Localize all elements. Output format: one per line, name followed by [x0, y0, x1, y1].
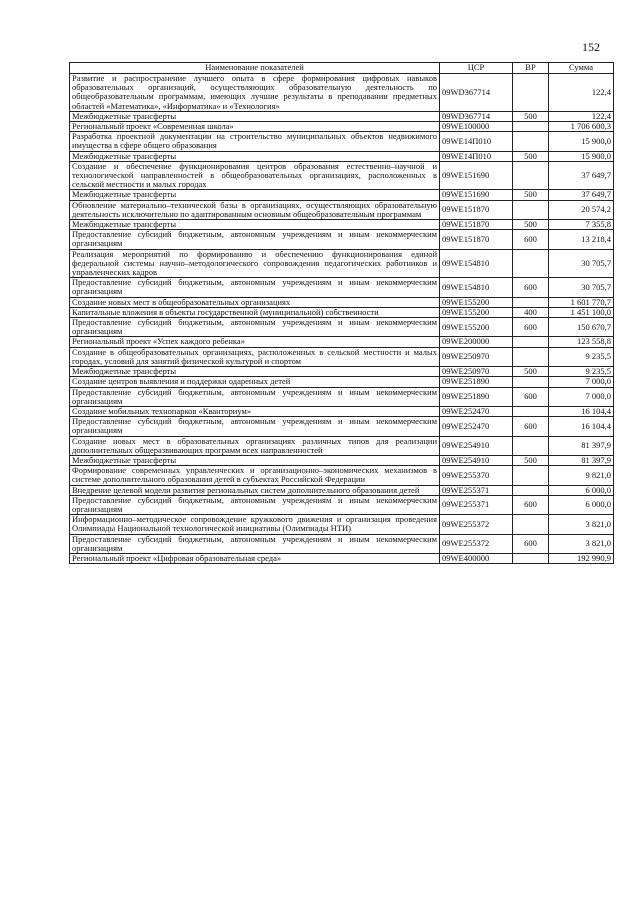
cell-sum: 81 397,9 — [549, 455, 614, 465]
cell-csr: 09WE151690 — [440, 161, 513, 190]
cell-csr: 09WE252470 — [440, 406, 513, 416]
cell-vr — [513, 337, 549, 347]
cell-vr — [513, 74, 549, 112]
table-row — [70, 417, 614, 436]
cell-sum: 3 821,0 — [549, 534, 614, 553]
cell-name: Капитальные вложения в объекты государственной (муниципальной) собственности — [70, 307, 440, 317]
table-row — [70, 406, 614, 416]
cell-csr: 09WE151870 — [440, 200, 513, 219]
table-row — [70, 74, 614, 112]
cell-sum: 150 670,7 — [549, 318, 614, 337]
cell-name: Предоставление субсидий бюджетным, автономным учреждениям и иным некоммерческим организациям — [70, 495, 440, 514]
header-sum: Сумма — [549, 63, 614, 74]
table-row — [70, 278, 614, 297]
cell-vr: 500 — [513, 455, 549, 465]
table-row — [70, 220, 614, 230]
cell-sum: 16 104,4 — [549, 406, 614, 416]
table-row — [70, 132, 614, 151]
cell-vr: 600 — [513, 230, 549, 249]
cell-csr: 09WE155200 — [440, 297, 513, 307]
page-number: 152 — [582, 40, 600, 54]
cell-name: Предоставление субсидий бюджетным, автономным учреждениям и иным некоммерческим организациям — [70, 417, 440, 436]
cell-vr: 600 — [513, 278, 549, 297]
cell-sum: 192 990,9 — [549, 553, 614, 563]
table-row — [70, 377, 614, 387]
table-row — [70, 200, 614, 219]
table-row — [70, 307, 614, 317]
cell-name: Создание и обеспечение функционирования центров образования естественно–научной и технологической направленностей в общеобразовательных организациях, расположенных в сельской местности и малых городах — [70, 161, 440, 190]
cell-sum: 9 821,0 — [549, 466, 614, 485]
table-row — [70, 297, 614, 307]
cell-sum: 37 649,7 — [549, 161, 614, 190]
table-row — [70, 553, 614, 563]
cell-vr: 500 — [513, 151, 549, 161]
cell-name: Межбюджетные трансферты — [70, 111, 440, 121]
cell-vr — [513, 485, 549, 495]
header-csr: ЦСР — [440, 63, 513, 74]
cell-sum: 7 355,8 — [549, 220, 614, 230]
cell-name: Региональный проект «Современная школа» — [70, 122, 440, 132]
cell-name: Предоставление субсидий бюджетным, автономным учреждениям и иным некоммерческим организациям — [70, 230, 440, 249]
cell-vr — [513, 553, 549, 563]
cell-sum: 9 235,5 — [549, 347, 614, 366]
cell-vr — [513, 515, 549, 534]
cell-csr: 09WE14П010 — [440, 132, 513, 151]
table-row — [70, 161, 614, 190]
cell-csr: 09WE254910 — [440, 455, 513, 465]
cell-name: Межбюджетные трансферты — [70, 190, 440, 200]
header-vr: ВР — [513, 63, 549, 74]
cell-name: Информационно–методическое сопровождение кружкового движения и организация проведения Олимпиады Национальной технологической инициативы (Олимпиады НТИ) — [70, 515, 440, 534]
cell-vr — [513, 377, 549, 387]
cell-sum: 81 397,9 — [549, 436, 614, 455]
cell-sum: 20 574,2 — [549, 200, 614, 219]
cell-sum: 1 451 100,0 — [549, 307, 614, 317]
cell-sum: 6 000,0 — [549, 495, 614, 514]
table-row — [70, 249, 614, 278]
cell-csr: 09WE252470 — [440, 417, 513, 436]
cell-vr — [513, 466, 549, 485]
cell-csr: 09WE250970 — [440, 367, 513, 377]
cell-csr: 09WE14П010 — [440, 151, 513, 161]
cell-csr: 09WE155200 — [440, 307, 513, 317]
cell-vr: 500 — [513, 367, 549, 377]
cell-csr: 09WE151870 — [440, 220, 513, 230]
cell-name: Разработка проектной документации на строительство муниципальных объектов недвижимого имущества в сфере общего образования — [70, 132, 440, 151]
table-row — [70, 466, 614, 485]
cell-vr — [513, 200, 549, 219]
table-row — [70, 515, 614, 534]
cell-sum: 15 900,0 — [549, 151, 614, 161]
table-body — [70, 74, 614, 564]
cell-sum: 123 558,8 — [549, 337, 614, 347]
cell-name: Развитие и распространение лучшего опыта в сфере формирования цифровых навыков образовательных организаций, осуществляющих образовательную деятельность по общеобразовательным программам, имеющих лучшие результаты в преподавании предметных областей «Математика», «Информатика» и «Технология» — [70, 74, 440, 112]
table-row — [70, 230, 614, 249]
cell-name: Внедрение целевой модели развития региональных систем дополнительного образования детей — [70, 485, 440, 495]
cell-csr: 09WE154810 — [440, 278, 513, 297]
cell-vr — [513, 161, 549, 190]
cell-vr: 600 — [513, 534, 549, 553]
cell-sum: 122,4 — [549, 111, 614, 121]
table-row — [70, 111, 614, 121]
cell-csr: 09WD367714 — [440, 74, 513, 112]
table-row — [70, 318, 614, 337]
cell-name: Межбюджетные трансферты — [70, 151, 440, 161]
cell-csr: 09WE254910 — [440, 436, 513, 455]
table-row — [70, 337, 614, 347]
cell-sum: 1 601 770,7 — [549, 297, 614, 307]
cell-name: Создание новых мест в образовательных организациях различных типов для реализации дополнительных общеразвивающих программ всех направленностей — [70, 436, 440, 455]
cell-sum: 16 104,4 — [549, 417, 614, 436]
cell-sum: 122,4 — [549, 74, 614, 112]
cell-vr — [513, 132, 549, 151]
cell-vr: 600 — [513, 495, 549, 514]
cell-sum: 37 649,7 — [549, 190, 614, 200]
cell-sum: 30 705,7 — [549, 278, 614, 297]
cell-name: Реализация мероприятий по формированию и обеспечению функционирования единой федеральной системы научно–методологического сопровождения педагогических работников и управленческих кадров — [70, 249, 440, 278]
cell-name: Предоставление субсидий бюджетным, автономным учреждениям и иным некоммерческим организациям — [70, 387, 440, 406]
cell-vr: 600 — [513, 387, 549, 406]
cell-csr: 09WE200000 — [440, 337, 513, 347]
cell-name: Межбюджетные трансферты — [70, 220, 440, 230]
cell-name: Создание новых мест в общеобразовательных организациях — [70, 297, 440, 307]
table-row — [70, 485, 614, 495]
table-row — [70, 190, 614, 200]
cell-sum: 3 821,0 — [549, 515, 614, 534]
cell-csr: 09WE400000 — [440, 553, 513, 563]
cell-name: Региональный проект «Цифровая образовательная среда» — [70, 553, 440, 563]
cell-vr — [513, 249, 549, 278]
table-row — [70, 122, 614, 132]
table-row — [70, 387, 614, 406]
cell-csr: 09WE255372 — [440, 534, 513, 553]
cell-name: Формирование современных управленческих и организационно–экономических механизмов в системе дополнительного образования детей в субъектах Российской Федерации — [70, 466, 440, 485]
cell-name: Предоставление субсидий бюджетным, автономным учреждениям и иным некоммерческим организациям — [70, 318, 440, 337]
table-row — [70, 367, 614, 377]
cell-vr: 600 — [513, 318, 549, 337]
cell-csr: 09WE251890 — [440, 377, 513, 387]
cell-csr: 09WE255371 — [440, 495, 513, 514]
cell-name: Создание центров выявления и поддержки одаренных детей — [70, 377, 440, 387]
table-header-row — [70, 63, 614, 74]
cell-csr: 09WE251890 — [440, 387, 513, 406]
table-row — [70, 347, 614, 366]
cell-sum: 6 000,0 — [549, 485, 614, 495]
cell-vr — [513, 297, 549, 307]
table-row — [70, 534, 614, 553]
cell-vr — [513, 122, 549, 132]
cell-csr: 09WE155200 — [440, 318, 513, 337]
cell-name: Межбюджетные трансферты — [70, 455, 440, 465]
table-row — [70, 436, 614, 455]
cell-csr: 09WE100000 — [440, 122, 513, 132]
cell-sum: 1 706 600,3 — [549, 122, 614, 132]
cell-sum: 9 235,5 — [549, 367, 614, 377]
table-row — [70, 151, 614, 161]
cell-csr: 09WE255371 — [440, 485, 513, 495]
cell-name: Создание в общеобразовательных организациях, расположенных в сельской местности и малых городах, условий для занятий физической культурой и спортом — [70, 347, 440, 366]
budget-table — [69, 62, 614, 564]
cell-sum: 30 705,7 — [549, 249, 614, 278]
cell-sum: 7 000,0 — [549, 387, 614, 406]
cell-csr: 09WE255370 — [440, 466, 513, 485]
cell-csr: 09WE255372 — [440, 515, 513, 534]
cell-sum: 15 900,0 — [549, 132, 614, 151]
table-row — [70, 495, 614, 514]
cell-name: Межбюджетные трансферты — [70, 367, 440, 377]
cell-vr — [513, 436, 549, 455]
cell-sum: 7 000,0 — [549, 377, 614, 387]
cell-name: Создание мобильных технопарков «Кванториум» — [70, 406, 440, 416]
cell-vr: 500 — [513, 190, 549, 200]
cell-csr: 09WD367714 — [440, 111, 513, 121]
cell-name: Предоставление субсидий бюджетным, автономным учреждениям и иным некоммерческим организациям — [70, 534, 440, 553]
cell-csr: 09WE151690 — [440, 190, 513, 200]
cell-vr: 500 — [513, 111, 549, 121]
cell-sum: 13 218,4 — [549, 230, 614, 249]
cell-name: Предоставление субсидий бюджетным, автономным учреждениям и иным некоммерческим организациям — [70, 278, 440, 297]
cell-vr: 400 — [513, 307, 549, 317]
cell-vr — [513, 406, 549, 416]
cell-vr: 600 — [513, 417, 549, 436]
header-name: Наименование показателей — [70, 63, 440, 74]
cell-vr — [513, 347, 549, 366]
cell-name: Обновление материально–технической базы в организациях, осуществляющих образовательную деятельность исключительно по адаптированным основным общеобразовательным программам — [70, 200, 440, 219]
cell-csr: 09WE151870 — [440, 230, 513, 249]
cell-csr: 09WE250970 — [440, 347, 513, 366]
cell-csr: 09WE154810 — [440, 249, 513, 278]
cell-vr: 500 — [513, 220, 549, 230]
cell-name: Региональный проект «Успех каждого ребенка» — [70, 337, 440, 347]
table-row — [70, 455, 614, 465]
